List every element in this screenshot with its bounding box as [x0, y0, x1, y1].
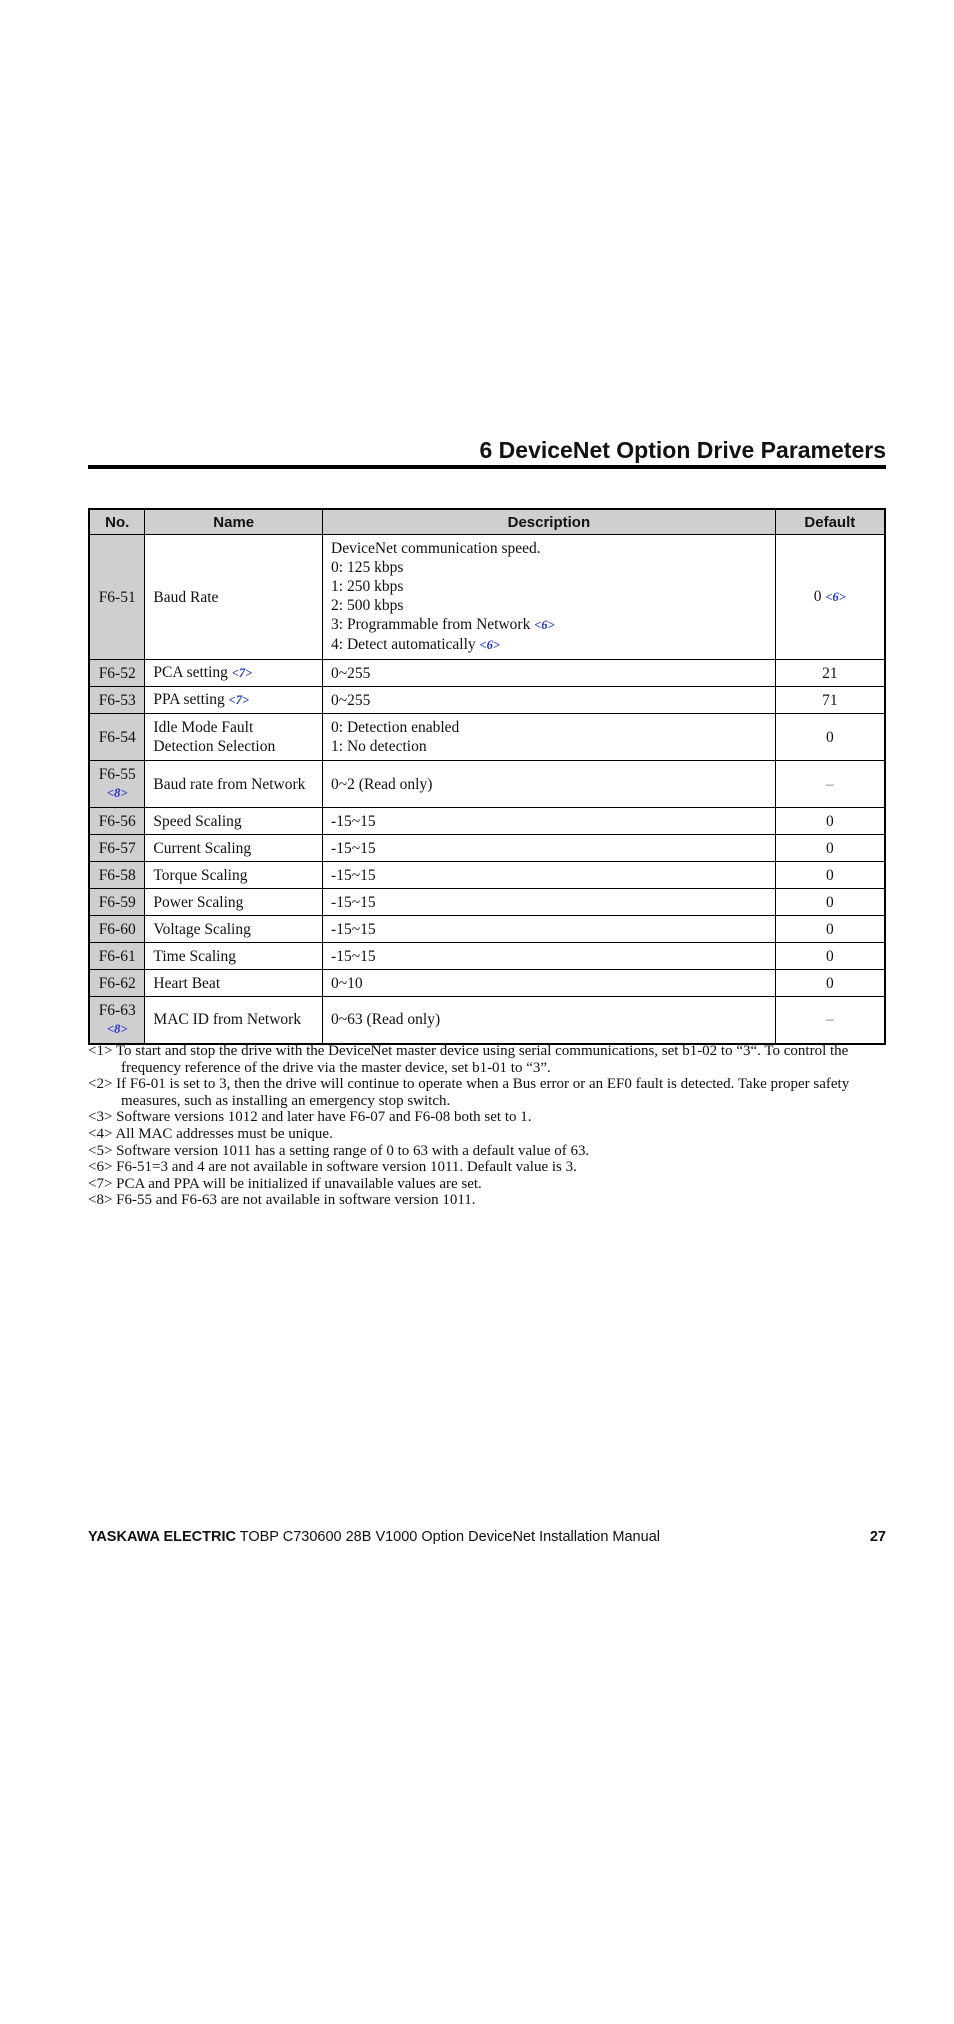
param-number: F6-56	[98, 812, 136, 830]
reference-link[interactable]: <6>	[825, 590, 846, 604]
table-row	[89, 660, 885, 687]
reference-link[interactable]: <7>	[231, 666, 253, 680]
param-default-cell	[775, 687, 885, 714]
reference-link[interactable]: <7>	[228, 693, 250, 707]
table-row	[89, 916, 885, 943]
reference-link[interactable]: <6>	[479, 638, 501, 652]
param-name-cell	[145, 687, 323, 714]
description-text: -15~15	[331, 893, 376, 911]
description-text: -15~15	[331, 839, 376, 857]
param-name: PCA setting	[153, 664, 228, 681]
param-name: PPA setting	[153, 691, 225, 708]
param-description-cell	[323, 687, 776, 714]
param-name: Idle Mode Fault Detection Selection	[153, 719, 276, 755]
description-line	[331, 718, 767, 737]
table-row	[89, 835, 885, 862]
param-description-cell	[323, 862, 776, 889]
table-row	[89, 808, 885, 835]
param-default: 0	[825, 974, 834, 992]
param-description-cell	[323, 970, 776, 997]
reference-link[interactable]: <8>	[106, 1021, 128, 1036]
reference-link[interactable]: <6>	[534, 618, 555, 632]
param-default: 0	[825, 866, 834, 884]
description-text: 0: 125 kbps	[331, 559, 404, 576]
param-default: 0	[825, 920, 834, 938]
description-line	[331, 691, 767, 710]
description-line	[331, 893, 767, 912]
param-description-cell	[323, 889, 776, 916]
param-name-cell	[145, 916, 323, 943]
description-line	[331, 664, 767, 683]
footer-company: YASKAWA ELECTRIC	[88, 1529, 236, 1545]
description-line	[331, 1010, 767, 1029]
description-line	[331, 635, 767, 655]
param-name-cell	[145, 889, 323, 916]
table-row	[89, 535, 885, 660]
param-number: F6-52	[98, 664, 136, 682]
table-row	[89, 862, 885, 889]
param-default-cell	[775, 808, 885, 835]
param-description-cell	[323, 916, 776, 943]
param-default: 0	[825, 947, 834, 965]
param-number-cell	[89, 808, 145, 835]
param-description-cell	[323, 761, 776, 808]
param-number: F6-60	[98, 920, 136, 938]
title-rule	[88, 465, 886, 469]
parameter-table	[88, 508, 886, 1045]
table-row	[89, 997, 885, 1044]
param-default: 0	[825, 893, 834, 911]
reference-link[interactable]: <8>	[106, 786, 128, 800]
table-row	[89, 889, 885, 916]
description-text: 4: Detect automatically	[331, 636, 476, 653]
param-name: Heart Beat	[153, 974, 221, 992]
description-line	[331, 558, 767, 577]
param-name: Current Scaling	[153, 839, 252, 857]
page-footer	[88, 1529, 886, 1545]
column-header-no: No.	[89, 509, 145, 535]
param-name-cell	[145, 761, 323, 808]
param-number-cell	[89, 535, 145, 660]
footnote: <7> PCA and PPA will be initialized if unavailable values are set.	[88, 1175, 482, 1192]
table-header-row	[89, 509, 885, 535]
param-name-cell	[145, 714, 323, 761]
footnotes	[88, 1043, 888, 1209]
description-text: 0~255	[331, 691, 371, 709]
description-line	[331, 577, 767, 596]
param-number-cell	[89, 970, 145, 997]
param-default-cell	[775, 660, 885, 687]
param-name: MAC ID from Network	[153, 1011, 302, 1029]
param-number-cell	[89, 916, 145, 943]
param-name-cell	[145, 808, 323, 835]
param-default-cell	[775, 889, 885, 916]
table-row	[89, 943, 885, 970]
param-default-cell	[775, 970, 885, 997]
param-name-cell	[145, 660, 323, 687]
description-text: 0~63 (Read only)	[331, 1011, 441, 1029]
column-header-description: Description	[323, 509, 776, 535]
table-row	[89, 687, 885, 714]
param-name-cell	[145, 970, 323, 997]
param-description-cell	[323, 943, 776, 970]
param-name-cell	[145, 535, 323, 660]
param-name-cell	[145, 943, 323, 970]
description-text: 0~10	[331, 974, 363, 992]
param-number: F6-61	[98, 947, 136, 965]
table-row	[89, 970, 885, 997]
footnote: <1> To start and stop the drive with the DeviceNet master device using serial communications, set b1-02 to “3“. To control the frequency reference of the drive via the master device, set b1-01 to “3”.	[88, 1043, 849, 1076]
description-line	[331, 920, 767, 939]
param-default-cell	[775, 835, 885, 862]
param-default: 21	[822, 664, 838, 682]
description-text: -15~15	[331, 866, 376, 884]
description-text: 0~255	[331, 664, 371, 682]
description-text: -15~15	[331, 812, 376, 830]
param-number-cell	[89, 761, 145, 808]
column-header-name: Name	[145, 509, 323, 535]
footnote: <4> All MAC addresses must be unique.	[88, 1125, 333, 1142]
param-number: F6-57	[98, 839, 136, 857]
column-header-default: Default	[775, 509, 885, 535]
param-name: Baud rate from Network	[153, 775, 306, 793]
description-text: DeviceNet communication speed.	[331, 540, 541, 557]
description-text: 2: 500 kbps	[331, 597, 404, 614]
param-number: F6-59	[98, 893, 136, 911]
param-number: F6-63	[98, 1001, 136, 1019]
description-text: 1: No detection	[331, 738, 427, 755]
param-name: Power Scaling	[153, 893, 244, 911]
param-default-cell	[775, 997, 885, 1044]
param-name: Baud Rate	[153, 588, 219, 606]
param-name-cell	[145, 862, 323, 889]
description-text: 0: Detection enabled	[331, 719, 460, 736]
param-default-cell	[775, 916, 885, 943]
param-description-cell	[323, 714, 776, 761]
param-description-cell	[323, 835, 776, 862]
description-text: 0~2 (Read only)	[331, 775, 433, 793]
param-number-cell	[89, 997, 145, 1044]
param-name: Voltage Scaling	[153, 920, 251, 938]
description-text: -15~15	[331, 947, 376, 965]
param-name-cell	[145, 835, 323, 862]
param-default-cell	[775, 761, 885, 808]
param-number: F6-53	[98, 691, 136, 709]
param-name: Speed Scaling	[153, 812, 242, 830]
table-row	[89, 714, 885, 761]
description-line	[331, 866, 767, 885]
param-number: F6-58	[98, 866, 136, 884]
description-line	[331, 539, 767, 558]
description-text: 3: Programmable from Network	[331, 616, 531, 633]
param-default-cell	[775, 535, 885, 660]
param-number-cell	[89, 943, 145, 970]
param-number-cell	[89, 687, 145, 714]
param-number: F6-62	[98, 974, 136, 992]
param-number-cell	[89, 862, 145, 889]
param-number: F6-54	[98, 728, 136, 746]
param-number-cell	[89, 835, 145, 862]
param-number: F6-55	[98, 766, 136, 783]
param-default-cell	[775, 714, 885, 761]
param-number-cell	[89, 889, 145, 916]
param-number-cell	[89, 714, 145, 761]
description-text: -15~15	[331, 920, 376, 938]
param-default: –	[825, 775, 834, 793]
footnote: <5> Software version 1011 has a setting range of 0 to 63 with a default value of 63.	[88, 1142, 590, 1159]
param-default: 0	[813, 588, 822, 605]
param-number: F6-51	[98, 588, 136, 606]
param-number-cell	[89, 660, 145, 687]
description-line	[331, 974, 767, 993]
footer-manual-title: TOBP C730600 28B V1000 Option DeviceNet Installation Manual	[235, 1529, 660, 1545]
param-description-cell	[323, 660, 776, 687]
page-number: 27	[869, 1529, 886, 1545]
param-default: 0	[825, 839, 834, 857]
footnote: <8> F6-55 and F6-63 are not available in software version 1011.	[88, 1192, 476, 1209]
param-default: 0	[825, 728, 834, 746]
param-default: –	[825, 1011, 834, 1029]
param-default-cell	[775, 862, 885, 889]
param-default: 71	[822, 691, 838, 709]
param-name: Torque Scaling	[153, 866, 248, 884]
description-line	[331, 947, 767, 966]
param-description-cell	[323, 997, 776, 1044]
param-default: 0	[825, 812, 834, 830]
param-description-cell	[323, 808, 776, 835]
description-text: 1: 250 kbps	[331, 578, 404, 595]
footnote: <6> F6-51=3 and 4 are not available in software version 1011. Default value is 3.	[88, 1159, 577, 1176]
param-default-cell	[775, 943, 885, 970]
table-row	[89, 761, 885, 808]
description-line	[331, 737, 767, 756]
param-name: Time Scaling	[153, 947, 236, 965]
section-title: 6 DeviceNet Option Drive Parameters	[479, 437, 886, 463]
description-line	[331, 775, 767, 794]
description-line	[331, 596, 767, 615]
description-line	[331, 839, 767, 858]
table-body	[89, 535, 885, 1044]
description-line	[331, 615, 767, 635]
param-name-cell	[145, 997, 323, 1044]
footnote: <3> Software versions 1012 and later have F6-07 and F6-08 both set to 1.	[88, 1109, 532, 1126]
footnote: <2> If F6-01 is set to 3, then the drive will continue to operate when a Bus error or an EF0 fault is detected. Take proper safety measures, such as installing an emergency stop switch.	[88, 1076, 850, 1109]
description-line	[331, 812, 767, 831]
param-description-cell	[323, 535, 776, 660]
